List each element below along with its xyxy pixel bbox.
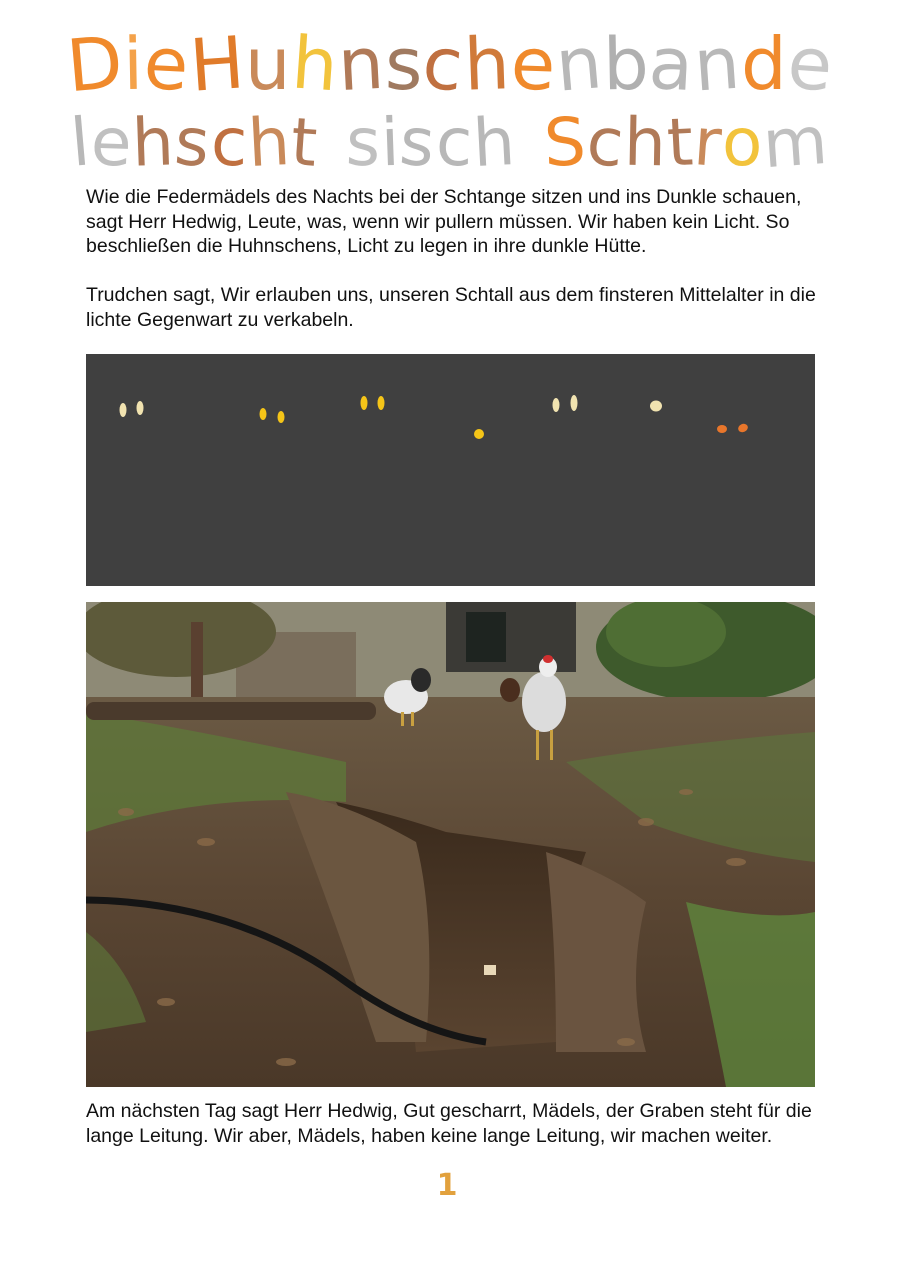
intro-paragraph-2: Trudchen sagt, Wir erlauben uns, unseren Schtall aus dem finsteren Mittelalter in die lichte Gegenwart zu verkabeln.: [86, 284, 816, 331]
title-word: [542, 101, 832, 184]
eye-pair-3-left: [361, 396, 368, 410]
garden-trench-photo: [86, 602, 815, 1087]
chicken-3: [500, 678, 520, 702]
title-letter: a: [647, 20, 697, 108]
title-letter: r: [691, 103, 725, 182]
title-letter: b: [601, 21, 650, 107]
title-letter: h: [245, 102, 293, 183]
title-letter: t: [288, 103, 321, 182]
title-letter: d: [740, 22, 788, 106]
title-letter: s: [171, 102, 214, 183]
title-line-2: [0, 101, 900, 184]
title-letter: h: [623, 103, 668, 182]
outro-paragraph: Am nächsten Tag sagt Herr Hedwig, Gut gescharrt, Mädels, der Graben steht für die lange Leitung. Wir aber, Mädels, haben keine lange Leitung, wir machen weiter.: [86, 1100, 812, 1147]
title-letter: c: [435, 103, 474, 182]
title-letter: c: [583, 102, 628, 183]
title-letter: H: [186, 20, 248, 108]
title-letter: c: [209, 103, 249, 182]
eye-pair-1-left: [120, 403, 127, 417]
eye-pair-7-left: [717, 425, 727, 433]
intro-paragraph-1: Wie die Federmädels des Nachts bei der Schtange sitzen und ins Dunkle schauen, sagt Herr Hedwig, Leute, was, wenn wir pullern müssen. Wir haben kein Licht. So beschließen die Huhnschens, Licht zu legen in ihre dunkle Hütte.: [86, 186, 802, 257]
eye-pair-7-right: [737, 422, 749, 433]
eye-pair-1-right: [137, 401, 144, 415]
eye-pair-2-left: [260, 408, 267, 420]
title-letter: s: [344, 103, 383, 182]
title-letter: i: [122, 21, 146, 107]
title-letter: h: [130, 103, 177, 182]
title-letter: c: [419, 20, 468, 108]
page-number: 1: [436, 1168, 458, 1203]
title-letter: m: [760, 101, 832, 184]
title-letter: h: [288, 20, 342, 108]
title-word: [346, 104, 516, 181]
eye-pair-5-right: [571, 395, 578, 411]
title-letter: S: [542, 103, 589, 182]
eye-single-4: [474, 429, 484, 439]
title-letter: D: [63, 19, 128, 109]
title-letter: u: [244, 22, 292, 106]
title-letter: n: [336, 20, 387, 108]
title-letter: e: [784, 20, 836, 108]
eye-pair-2-right: [278, 411, 285, 423]
title-line-1: [0, 19, 900, 109]
title-letter: s: [384, 21, 425, 107]
title-letter: n: [691, 20, 744, 108]
eye-pair-5-left: [553, 398, 560, 412]
title-letter: n: [552, 20, 607, 108]
night-eyes-illustration: [86, 354, 815, 586]
title-letter: e: [89, 103, 134, 182]
title-letter: i: [379, 103, 402, 182]
title-letter: e: [509, 21, 558, 107]
chickens-trench-photo-icon: [86, 602, 815, 1087]
title-letter: h: [471, 102, 518, 183]
title-letter: s: [397, 102, 440, 183]
title-word: [68, 102, 321, 183]
eyes-in-dark-icon: [86, 354, 815, 586]
eye-pair-3-right: [378, 396, 385, 410]
eye-single-6: [650, 401, 662, 412]
title-letter: o: [721, 104, 764, 181]
title-letter: h: [462, 21, 513, 107]
title-letter: l: [68, 103, 95, 182]
title-letter: t: [664, 103, 696, 182]
title-letter: e: [142, 20, 192, 108]
